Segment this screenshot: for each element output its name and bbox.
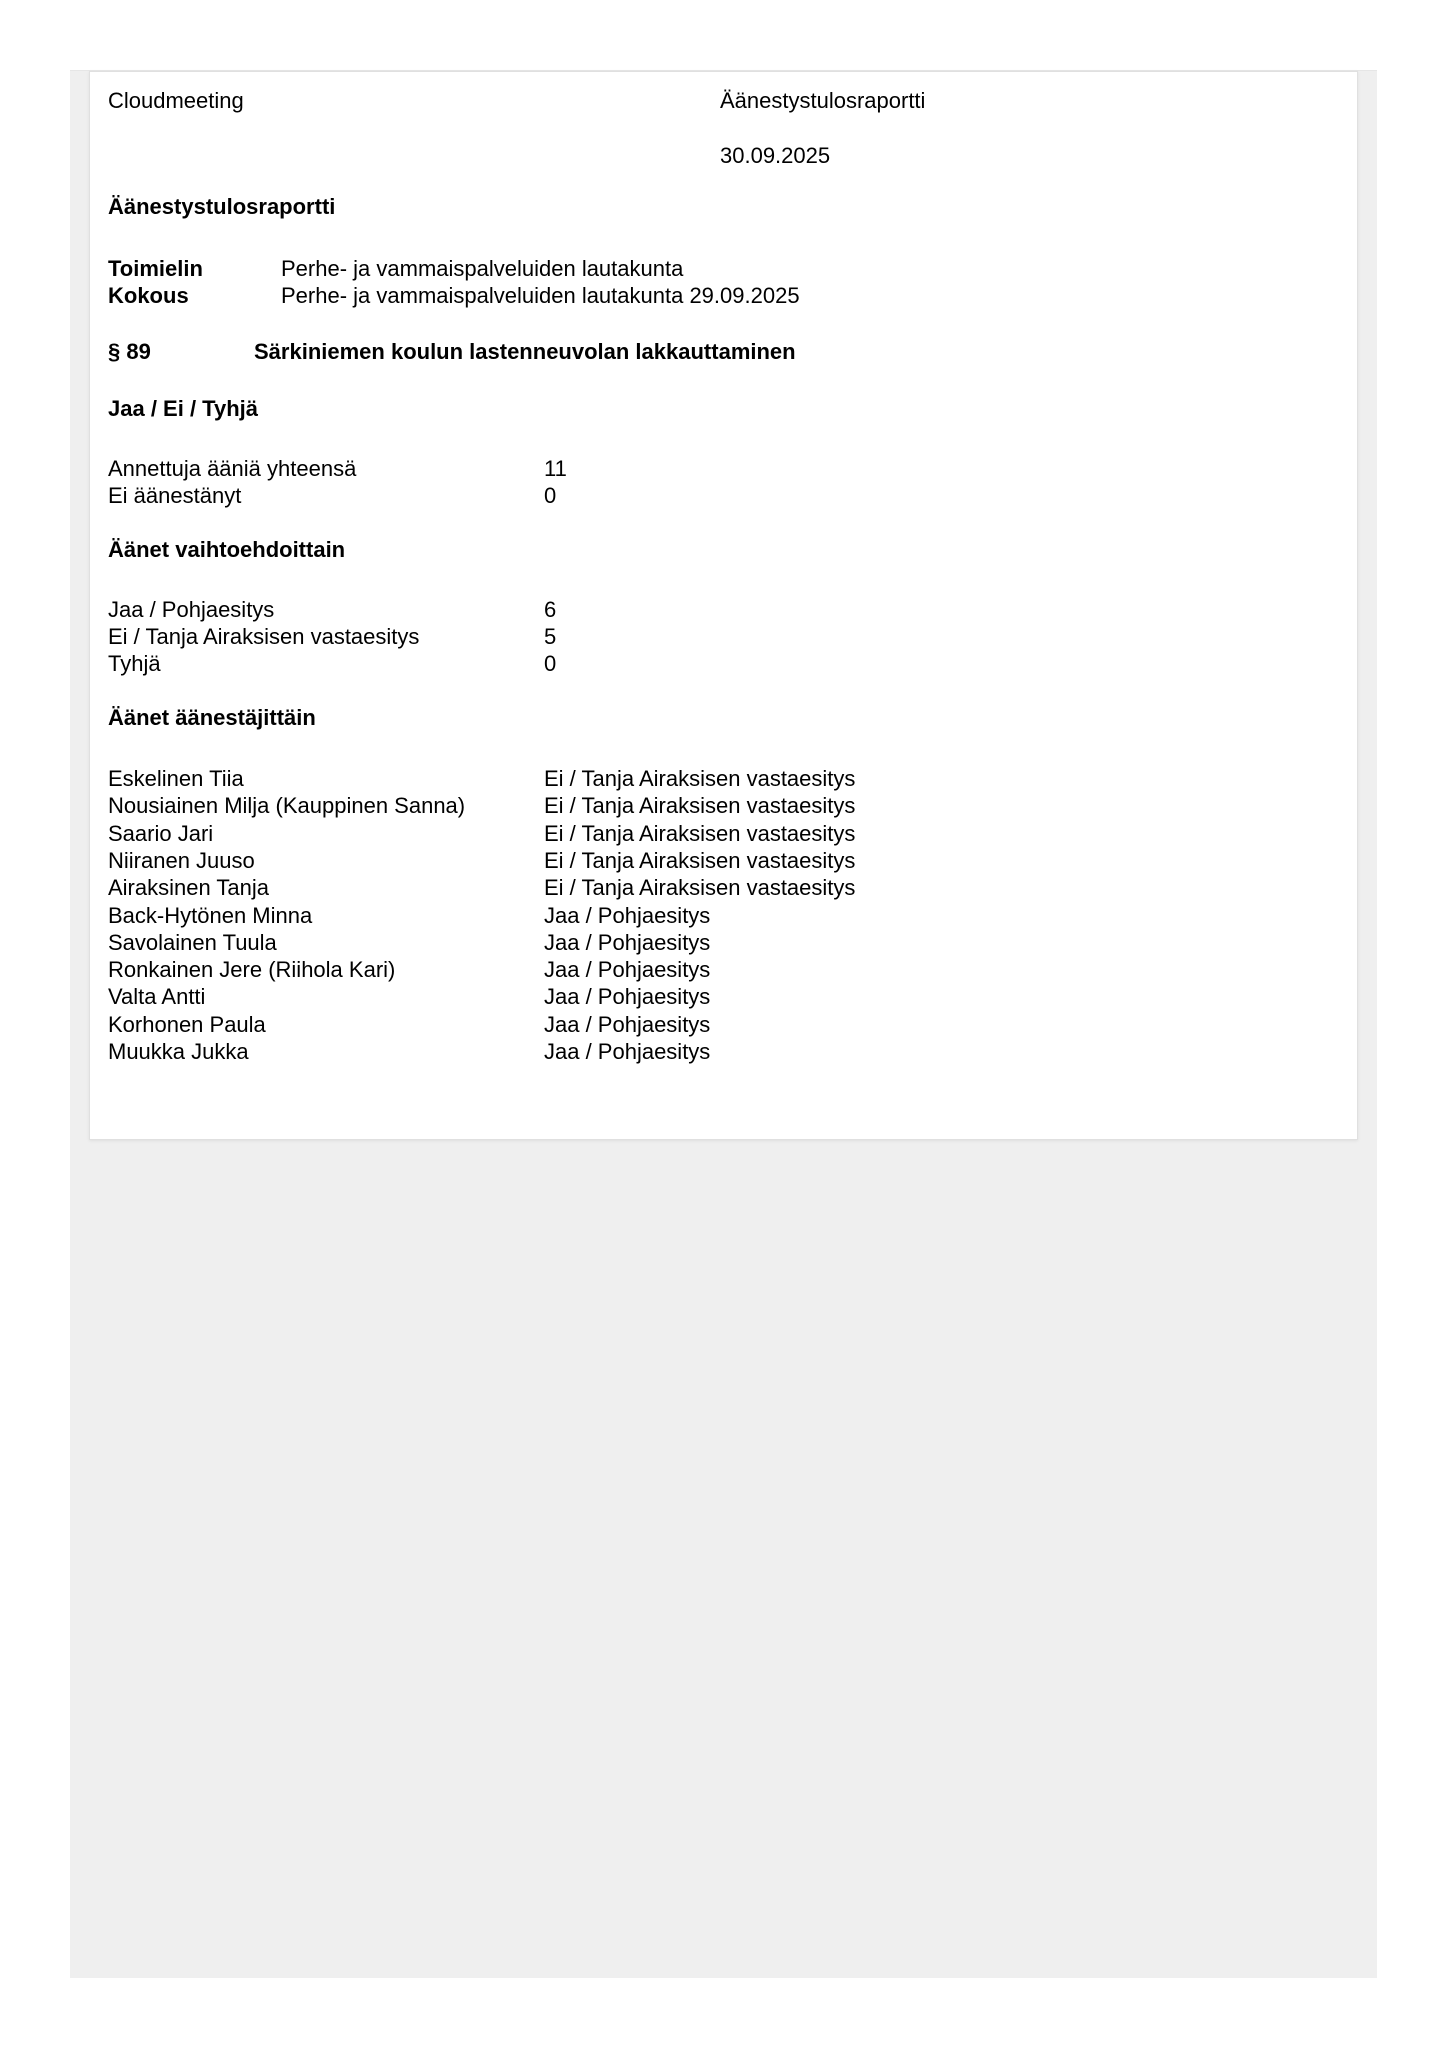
- voter-name: Saario Jari: [108, 821, 214, 846]
- option-label: Ei / Tanja Airaksisen vastaesitys: [108, 624, 420, 649]
- meta-value-toimielin: Perhe- ja vammaispalveluiden lautakunta: [281, 256, 684, 281]
- voter-row: [108, 820, 1347, 847]
- totals-heading: Jaa / Ei / Tyhjä: [108, 396, 258, 421]
- voter-row: [108, 874, 1347, 901]
- totals-value: 0: [544, 483, 557, 508]
- voter-row: [108, 765, 1347, 792]
- by-voter-heading: Äänet äänestäjittäin: [108, 705, 316, 730]
- report-date: 30.09.2025: [720, 143, 831, 168]
- voter-name: Korhonen Paula: [108, 1012, 266, 1037]
- voter-name: Ronkainen Jere (Riihola Kari): [108, 957, 396, 982]
- voter-vote: Ei / Tanja Airaksisen vastaesitys: [544, 793, 856, 818]
- option-row: [108, 623, 1347, 650]
- voter-vote: Jaa / Pohjaesitys: [544, 957, 711, 982]
- voter-row: [108, 847, 1347, 874]
- voter-vote: Jaa / Pohjaesitys: [544, 1039, 711, 1064]
- meta-row-toimielin: [108, 255, 1347, 282]
- totals-label: Ei äänestänyt: [108, 483, 242, 508]
- option-count: 6: [544, 597, 557, 622]
- voter-row: [108, 792, 1347, 819]
- meta-value-kokous: Perhe- ja vammaispalveluiden lautakunta 29.09.2025: [281, 283, 800, 308]
- voter-name: Muukka Jukka: [108, 1039, 249, 1064]
- voter-vote: Ei / Tanja Airaksisen vastaesitys: [544, 848, 856, 873]
- meta-label-toimielin: Toimielin: [108, 256, 203, 281]
- by-option-heading: Äänet vaihtoehdoittain: [108, 537, 346, 562]
- option-label: Jaa / Pohjaesitys: [108, 597, 275, 622]
- voter-row: [108, 929, 1347, 956]
- option-label: Tyhjä: [108, 651, 161, 676]
- voter-row: [108, 1038, 1347, 1065]
- voter-name: Niiranen Juuso: [108, 848, 255, 873]
- voter-row: [108, 983, 1347, 1010]
- voter-vote: Jaa / Pohjaesitys: [544, 930, 711, 955]
- section-title: Särkiniemen koulun lastenneuvolan lakkauttaminen: [254, 339, 796, 364]
- voter-vote: Ei / Tanja Airaksisen vastaesitys: [544, 766, 856, 791]
- meta-label-kokous: Kokous: [108, 283, 189, 308]
- voter-vote: Jaa / Pohjaesitys: [544, 903, 711, 928]
- voter-row: [108, 956, 1347, 983]
- section-number: § 89: [108, 339, 151, 364]
- voter-row: [108, 902, 1347, 929]
- totals-label: Annettuja ääniä yhteensä: [108, 456, 357, 481]
- report-type-header: Äänestystulosraportti: [720, 88, 926, 113]
- voter-vote: Jaa / Pohjaesitys: [544, 1012, 711, 1037]
- option-count: 0: [544, 651, 557, 676]
- voter-row: [108, 1011, 1347, 1038]
- option-row: [108, 650, 1347, 677]
- document-viewer-pane[interactable]: [70, 70, 1377, 1978]
- totals-row: [108, 455, 1347, 482]
- meta-row-kokous: [108, 282, 1347, 309]
- voter-name: Back-Hytönen Minna: [108, 903, 313, 928]
- voter-name: Airaksinen Tanja: [108, 875, 270, 900]
- document-page: [89, 71, 1358, 1140]
- totals-value: 11: [544, 456, 567, 481]
- section-row: [108, 338, 1347, 365]
- app-name: Cloudmeeting: [108, 88, 244, 113]
- voter-name: Savolainen Tuula: [108, 930, 277, 955]
- voter-name: Valta Antti: [108, 984, 206, 1009]
- voter-name: Nousiainen Milja (Kauppinen Sanna): [108, 793, 466, 818]
- totals-row: [108, 482, 1347, 509]
- page-top-header: [108, 87, 1347, 114]
- option-count: 5: [544, 624, 557, 649]
- voter-vote: Ei / Tanja Airaksisen vastaesitys: [544, 875, 856, 900]
- option-row: [108, 596, 1347, 623]
- voter-vote: Jaa / Pohjaesitys: [544, 984, 711, 1009]
- voter-vote: Ei / Tanja Airaksisen vastaesitys: [544, 821, 856, 846]
- voter-name: Eskelinen Tiia: [108, 766, 244, 791]
- report-title: Äänestystulosraportti: [108, 194, 336, 219]
